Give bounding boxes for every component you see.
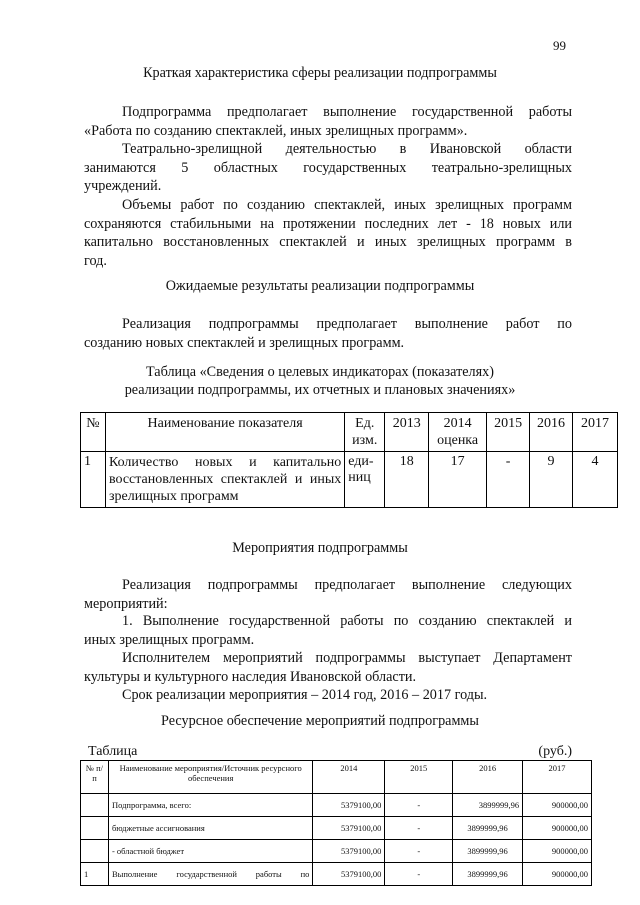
cell-2014: 5379100,00 <box>313 817 385 840</box>
column-header-2015: 2015 <box>487 413 530 452</box>
cell-name: - областной бюджет <box>108 840 312 863</box>
column-header-2016: 2016 <box>530 413 573 452</box>
paragraph-line: Объемы работ по созданию спектаклей, иных зрелищных программ <box>122 197 572 213</box>
paragraph-line: Театрально-зрелищной деятельностью в Ивановской области <box>122 141 572 157</box>
table-header-row <box>81 761 592 794</box>
paragraph-line: «Работа по созданию спектаклей, иных зрелищных программ». <box>84 122 468 139</box>
caption-unit-label: (руб.) <box>538 744 572 759</box>
column-header-2014: 2014 <box>313 761 385 794</box>
cell-2015: - <box>487 452 530 508</box>
cell-2015: - <box>385 863 453 886</box>
cell-name: бюджетные ассигнования <box>108 817 312 840</box>
cell-2014: 5379100,00 <box>313 863 385 886</box>
column-header-number: № п/п <box>81 761 109 794</box>
cell-2014: 5379100,00 <box>313 794 385 817</box>
cell-indicator-name: Количество новых и капитально восстановленных спектаклей и иных зрелищных программ <box>105 452 344 508</box>
paragraph-line: Реализация подпрограммы предполагает выполнение следующих <box>122 577 572 593</box>
paragraph-line: капитально восстановленных спектаклей и иных зрелищных программ в <box>84 234 572 250</box>
cell-2017: 900000,00 <box>523 817 592 840</box>
column-header-unit: Ед. изм. <box>345 413 385 452</box>
paragraph-line: Срок реализации мероприятия – 2014 год, 2016 – 2017 годы. <box>122 687 488 703</box>
section-heading-characteristics: Краткая характеристика сферы реализации подпрограммы <box>143 65 497 81</box>
paragraph-line: Реализация подпрограммы предполагает выполнение работ по <box>122 316 572 332</box>
page-number: 99 <box>553 38 566 53</box>
table-header-row <box>81 413 618 452</box>
cell-number: 1 <box>81 863 109 886</box>
paragraph-line: год. <box>84 252 107 269</box>
table-row <box>81 794 592 817</box>
column-header-2014: 2014 оценка <box>429 413 487 452</box>
indicators-table-title-line1: Таблица «Сведения о целевых индикаторах (показателях) <box>145 364 494 380</box>
table-row <box>81 817 592 840</box>
cell-2015: - <box>385 794 453 817</box>
cell-number <box>81 794 109 817</box>
paragraph-activities-intro <box>84 576 572 613</box>
section-heading-activities: Мероприятия подпрограммы <box>232 540 408 556</box>
resources-table <box>80 760 592 886</box>
cell-2017: 900000,00 <box>523 863 592 886</box>
cell-name: Подпрограмма, всего: <box>108 794 312 817</box>
cell-2016: 3899999,96 <box>453 840 523 863</box>
cell-2014: 17 <box>429 452 487 508</box>
resources-table-caption <box>88 744 572 760</box>
cell-2014: 5379100,00 <box>313 840 385 863</box>
paragraph-executor <box>84 649 572 686</box>
cell-unit: еди-ниц <box>345 452 385 508</box>
paragraph-state-work <box>84 103 572 140</box>
column-header-2017: 2017 <box>573 413 618 452</box>
cell-name: Выполнение государственной работы по <box>108 863 312 886</box>
paragraph-line: Исполнителем мероприятий подпрограммы выступает Департамент <box>122 650 572 666</box>
column-header-number: № <box>81 413 106 452</box>
cell-2017: 4 <box>573 452 618 508</box>
column-header-2013: 2013 <box>385 413 429 452</box>
cell-2017: 900000,00 <box>523 794 592 817</box>
paragraph-line: занимаются 5 областных государственных театрально-зрелищных <box>84 159 572 176</box>
cell-2016: 3899999,96 <box>453 817 523 840</box>
cell-number <box>81 840 109 863</box>
paragraph-volumes <box>84 196 572 270</box>
cell-number <box>81 817 109 840</box>
caption-table-label: Таблица <box>88 744 138 759</box>
cell-2013: 18 <box>385 452 429 508</box>
cell-2016: 3899999,96 <box>453 794 523 817</box>
paragraph-line: сохраняются стабильными на протяжении последних лет - 18 новых или <box>84 215 572 232</box>
paragraph-activity-1 <box>84 612 572 649</box>
paragraph-line: Подпрограмма предполагает выполнение государственной работы <box>122 104 572 120</box>
cell-number: 1 <box>81 452 106 508</box>
paragraph-results <box>84 315 572 352</box>
indicators-table-title-line2: реализации подпрограммы, их отчетных и плановых значениях» <box>124 382 516 398</box>
section-heading-resources: Ресурсное обеспечение мероприятий подпрограммы <box>161 713 479 729</box>
paragraph-line: мероприятий: <box>84 595 168 612</box>
column-header-2017: 2017 <box>523 761 592 794</box>
cell-2015: - <box>385 817 453 840</box>
paragraph-line: иных зрелищных программ. <box>84 631 255 648</box>
paragraph-term <box>84 686 572 705</box>
column-header-name: Наименование мероприятия/Источник ресурсного обеспечения <box>108 761 312 794</box>
table-row <box>81 863 592 886</box>
cell-2017: 900000,00 <box>523 840 592 863</box>
column-header-name: Наименование показателя <box>105 413 344 452</box>
indicators-table <box>80 412 618 508</box>
paragraph-line: созданию новых спектаклей и зрелищных программ. <box>84 334 405 351</box>
paragraph-line: 1. Выполнение государственной работы по созданию спектаклей и <box>122 613 572 629</box>
column-header-2015: 2015 <box>385 761 453 794</box>
table-row <box>81 452 618 508</box>
cell-2016: 3899999,96 <box>453 863 523 886</box>
table-row <box>81 840 592 863</box>
paragraph-line: учреждений. <box>84 178 162 194</box>
paragraph-line: культуры и культурного наследия Ивановской области. <box>84 668 417 685</box>
paragraph-theatres <box>84 140 572 196</box>
column-header-2016: 2016 <box>453 761 523 794</box>
cell-2016: 9 <box>530 452 573 508</box>
cell-2015: - <box>385 840 453 863</box>
section-heading-results: Ожидаемые результаты реализации подпрограммы <box>165 278 475 294</box>
